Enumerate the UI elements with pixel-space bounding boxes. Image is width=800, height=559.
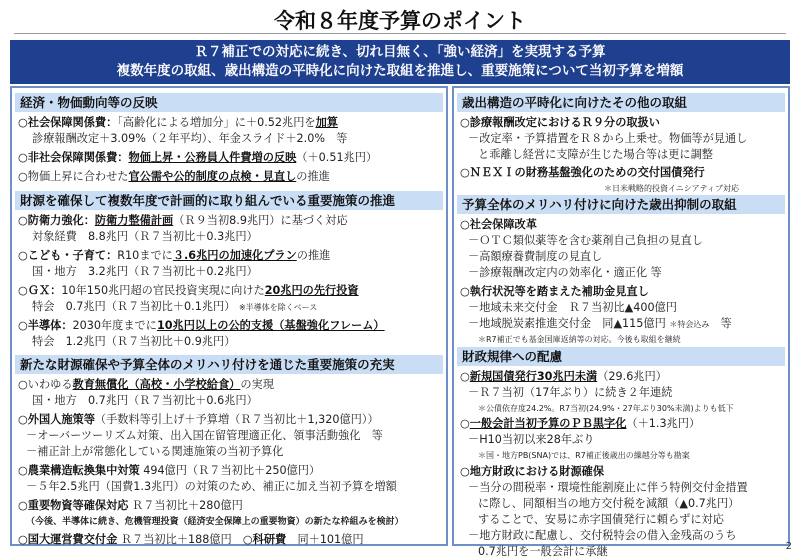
item-new-bonds-note: ＊公債依存度24.2%。R7当初(24.9%・27年ぶり30%未満)よりも低下 — [478, 404, 734, 413]
item-defense-detail: 対象経費 8.8兆円（Ｒ７当初比＋0.3兆円） — [32, 230, 258, 243]
item-subsidy-note: ＊R7補正でも基金国庫返納等の対応。今後も取組を継続 — [478, 335, 681, 344]
item-reform-efficiency: －診療報酬改定内の効率化・適正化 等 — [468, 266, 662, 279]
banner-line-2: 複数年度の取組、歳出構造の平時化に向けた取組を推進し、重要施策について当初予算を増額 — [116, 63, 684, 79]
section-header-economy: 経済・物価動向等の反映 — [15, 93, 443, 112]
item-agriculture: ○農業構造転換集中対策 494億円（Ｒ７当初比＋250億円） — [18, 464, 321, 477]
item-nexi: ○ＮＥＸＩの財務基盤強化のための交付国債発行 — [460, 166, 705, 179]
section-header-normalization: 歳出構造の平時化に向けたその他の取組 — [457, 93, 785, 112]
item-reform-high-cost: －高額療養費制度の見直し — [468, 250, 603, 263]
page-number: 2 — [785, 541, 792, 552]
item-non-social-security: ○非社会保障関係費：物価上昇・公務員人件費増の反映（＋0.51兆円） — [18, 151, 378, 164]
item-new-bonds-detail: －Ｒ７当初（17年ぶり）に続き２年連続 — [468, 386, 673, 399]
page-title: 令和８年度予算のポイント — [274, 9, 526, 33]
item-university-research: ○国大運営費交付金 Ｒ７当初比＋188億円 ○科研費 同＋101億円 — [18, 533, 364, 546]
item-semiconductor: ○半導体：2030年度までに10兆円以上の公的支援（基盤強化フレーム） — [18, 319, 385, 332]
item-defense: ○防衛力強化：防衛力整備計画（Ｒ９当初8.9兆円）に基づく対応 — [18, 214, 348, 227]
item-pb-surplus-note: ＊国・地方PB(SNA)では、R7補正後歳出の繰越分等も勘案 — [478, 451, 690, 460]
item-pb-surplus-detail: －H10当初以来28年ぶり — [468, 433, 595, 446]
item-gx: ○ＧＸ：10年150兆円超の官民投資実現に向けた20兆円の先行投資 — [18, 284, 359, 297]
item-foreigners-detail-1: －オーバーツーリズム対策、出入国在留管理適正化、領事活動強化 等 — [26, 429, 383, 442]
summary-banner — [10, 40, 790, 84]
item-education-detail: 国・地方 0.7兆円（Ｒ７当初比＋0.6兆円） — [32, 394, 258, 407]
section-header-fiscal-discipline: 財政規律への配慮 — [457, 347, 785, 366]
item-medical-fee-r9: ○診療報酬改定におけるＲ９分の取扱い — [460, 116, 660, 129]
item-critical-materials: ○重要物資等確保対応 Ｒ７当初比＋280億円 — [18, 499, 243, 512]
right-panel — [452, 86, 790, 558]
section-header-spending-restraint: 予算全体のメリハリ付けに向けた歳出抑制の取組 — [457, 195, 785, 214]
left-panel — [10, 86, 448, 546]
item-foreigners: ○外国人施策等（手数料等引上げ＋予算増（Ｒ７当初比＋1,320億円）） — [18, 413, 379, 426]
item-foreigners-detail-2: －補正計上が常態化している関連施策の当初予算化 — [26, 445, 284, 458]
item-gx-detail: 特会 0.7兆円（Ｒ７当初比＋0.1兆円） ※半導体を除くベース — [32, 300, 318, 313]
item-education: ○いわゆる教育無償化（高校・小学校給食）の実現 — [18, 378, 274, 391]
item-subsidy-review: ○執行状況等を踏まえた補助金見直し — [460, 285, 649, 298]
banner-line-1: Ｒ７補正での対応に続き、切れ目無く、「強い経済」を実現する予算 — [194, 44, 606, 60]
item-price-review: ○物価上昇に合わせた官公需や公的制度の点検・見直しの推進 — [18, 170, 330, 183]
item-reform-otc: －ＯＴＣ類似薬等を含む薬剤自己負担の見直し — [468, 234, 703, 247]
item-pb-surplus: ○一般会計当初予算のＰＢ黒字化（＋1.3兆円） — [460, 417, 701, 430]
item-agriculture-detail: －５年2.5兆円（国費1.3兆円）の対策のため、補正に加え当初予算を増額 — [26, 480, 397, 493]
item-social-security-detail: 診療報酬改定＋3.09%（２年平均）、年金スライド＋2.0% 等 — [32, 132, 348, 145]
section-header-multiyear: 財源を確保して複数年度で計画的に取り組んでいる重要施策の推進 — [15, 191, 443, 210]
item-children-detail: 国・地方 3.2兆円（Ｒ７当初比＋0.2兆円） — [32, 265, 258, 278]
item-semiconductor-detail: 特会 1.2兆円（Ｒ７当初比＋0.9兆円） — [32, 335, 236, 348]
item-medical-fee-r9-detail-1: －改定率・予算措置をＲ８から上乗せ。物価等が見通し — [468, 132, 748, 145]
item-local-finance-detail-2: に際し、同額相当の地方交付税を減額（▲0.7兆円） — [478, 497, 740, 510]
item-subsidy-decarbon: －地域脱炭素推進交付金 同▲115億円 ＊特会込み 等 — [468, 317, 732, 330]
item-local-finance-detail-3: することで、安易に赤字国債発行に頼らずに対応 — [478, 513, 724, 526]
section-header-new-funding: 新たな財源確保や予算全体のメリハリ付けを通じた重要施策の充実 — [15, 355, 443, 374]
item-local-finance-detail-5: 0.7兆円を一般会計に承継 — [478, 545, 608, 558]
title-divider — [14, 33, 786, 34]
item-subsidy-regional: －地域未来交付金 Ｒ７当初比▲400億円 — [468, 301, 677, 314]
item-nexi-note: ＊日米戦略的投資イニシアティブ対応 — [604, 184, 740, 193]
item-critical-materials-note: （今後、半導体に続き、危機管理投資（経済安全保障上の重要物資）の新たな枠組みを検討） — [26, 517, 404, 527]
item-children: ○こども・子育て：R10までに３.6兆円の加速化プランの推進 — [18, 249, 331, 262]
item-new-bonds: ○新規国債発行30兆円未満（29.6兆円） — [460, 370, 667, 383]
item-social-security-reform: ○社会保障改革 — [460, 218, 537, 231]
item-medical-fee-r9-detail-2: と乖離し経営に支障が生じた場合等は更に調整 — [478, 148, 713, 161]
item-local-finance-detail-1: －当分の間税率・環境性能割廃止に伴う特例交付金措置 — [468, 481, 748, 494]
item-social-security: ○社会保障関係費：「高齢化による増加分」に＋0.52兆円を加算 — [18, 116, 338, 129]
item-local-finance-detail-4: －地方財政に配慮し、交付税特会の借入金残高のうち — [468, 529, 737, 542]
item-local-finance: ○地方財政における財源確保 — [460, 465, 605, 478]
